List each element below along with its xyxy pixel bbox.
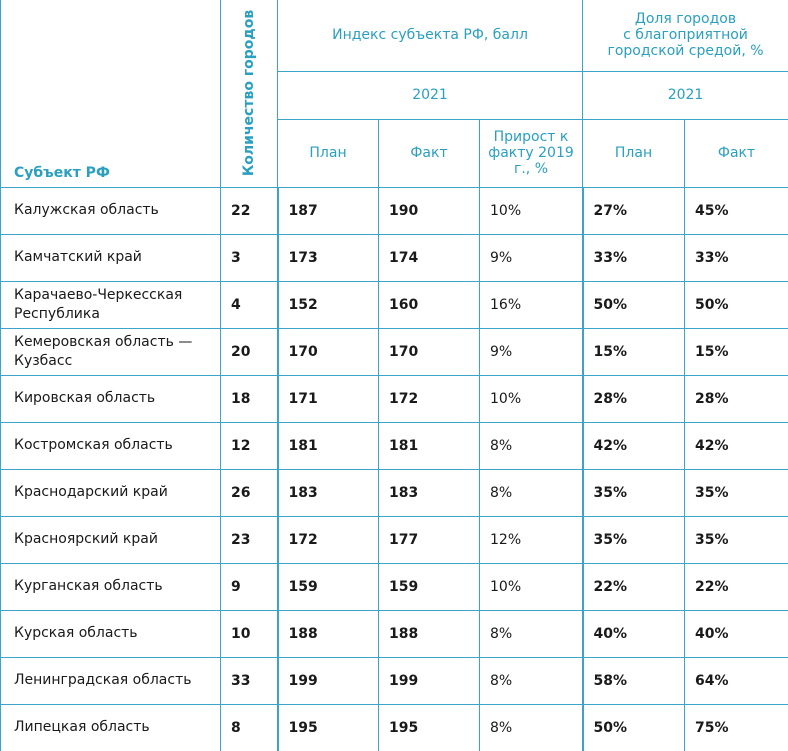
subject-name-line: Калужская область xyxy=(14,201,220,220)
growth-cell: 8% xyxy=(480,610,583,657)
header-share-group xyxy=(583,0,788,71)
header-growth xyxy=(480,119,583,187)
subject-name-cell xyxy=(1,234,221,281)
header-share-plan: План xyxy=(583,119,685,187)
subject-name-cell xyxy=(1,469,221,516)
table-row xyxy=(1,610,788,657)
index-plan-cell: 172 xyxy=(278,516,379,563)
table-row xyxy=(1,187,788,234)
index-fact-cell: 199 xyxy=(379,657,480,704)
index-fact-cell: 159 xyxy=(379,563,480,610)
share-fact-cell: 64% xyxy=(685,657,788,704)
city-count-cell: 8 xyxy=(221,704,278,751)
index-plan-cell: 152 xyxy=(278,281,379,328)
growth-cell: 8% xyxy=(480,469,583,516)
header-plan: План xyxy=(278,119,379,187)
index-fact-cell: 172 xyxy=(379,375,480,422)
header-share-line: с благоприятной xyxy=(583,27,788,43)
subject-name-line: Костромская область xyxy=(14,436,220,455)
header-fact: Факт xyxy=(379,119,480,187)
subject-name-cell xyxy=(1,610,221,657)
city-count-cell: 23 xyxy=(221,516,278,563)
header-subject xyxy=(1,0,221,187)
subject-name-line: Краснодарский край xyxy=(14,483,220,502)
city-count-cell: 22 xyxy=(221,187,278,234)
share-plan-cell: 42% xyxy=(583,422,685,469)
header-share-line: городской средой, % xyxy=(583,43,788,59)
growth-cell: 9% xyxy=(480,234,583,281)
index-plan-cell: 173 xyxy=(278,234,379,281)
subject-name-cell xyxy=(1,375,221,422)
index-fact-cell: 174 xyxy=(379,234,480,281)
subject-name-line: Ленинградская область xyxy=(14,671,220,690)
index-fact-cell: 160 xyxy=(379,281,480,328)
growth-cell: 8% xyxy=(480,422,583,469)
header-city-count xyxy=(221,0,278,187)
index-fact-cell: 183 xyxy=(379,469,480,516)
share-fact-cell: 22% xyxy=(685,563,788,610)
table-row xyxy=(1,234,788,281)
share-fact-cell: 35% xyxy=(685,516,788,563)
index-plan-cell: 170 xyxy=(278,328,379,375)
index-plan-cell: 195 xyxy=(278,704,379,751)
share-fact-cell: 28% xyxy=(685,375,788,422)
header-index-group: Индекс субъекта РФ, балл xyxy=(278,0,583,71)
subject-name-line: Липецкая область xyxy=(14,718,220,737)
table-body xyxy=(1,187,788,751)
share-fact-cell: 45% xyxy=(685,187,788,234)
table-row xyxy=(1,516,788,563)
share-plan-cell: 35% xyxy=(583,469,685,516)
header-subject-label: Субъект РФ xyxy=(14,165,110,181)
table-row xyxy=(1,281,788,328)
table-row xyxy=(1,657,788,704)
subject-name-line: Кемеровская область — xyxy=(14,333,220,352)
share-plan-cell: 22% xyxy=(583,563,685,610)
city-count-cell: 33 xyxy=(221,657,278,704)
city-count-cell: 20 xyxy=(221,328,278,375)
share-fact-cell: 50% xyxy=(685,281,788,328)
share-plan-cell: 27% xyxy=(583,187,685,234)
table-row xyxy=(1,422,788,469)
header-growth-line: г., % xyxy=(480,161,582,177)
index-fact-cell: 188 xyxy=(379,610,480,657)
header-year-index: 2021 xyxy=(278,71,583,119)
index-fact-cell: 170 xyxy=(379,328,480,375)
subject-name-cell xyxy=(1,422,221,469)
subject-name-line: Кузбасс xyxy=(14,352,220,371)
index-plan-cell: 159 xyxy=(278,563,379,610)
share-plan-cell: 40% xyxy=(583,610,685,657)
subject-name-line: Курская область xyxy=(14,624,220,643)
city-count-cell: 3 xyxy=(221,234,278,281)
index-plan-cell: 187 xyxy=(278,187,379,234)
subject-name-cell xyxy=(1,516,221,563)
index-plan-cell: 188 xyxy=(278,610,379,657)
subject-name-line: Карачаево-Черкесская xyxy=(14,286,220,305)
subject-name-line: Республика xyxy=(14,305,220,324)
city-count-cell: 26 xyxy=(221,469,278,516)
subject-name-cell xyxy=(1,704,221,751)
header-year-share: 2021 xyxy=(583,71,788,119)
subject-name-line: Камчатский край xyxy=(14,248,220,267)
share-fact-cell: 42% xyxy=(685,422,788,469)
growth-cell: 8% xyxy=(480,704,583,751)
share-fact-cell: 35% xyxy=(685,469,788,516)
share-plan-cell: 50% xyxy=(583,704,685,751)
share-fact-cell: 75% xyxy=(685,704,788,751)
index-fact-cell: 195 xyxy=(379,704,480,751)
index-plan-cell: 183 xyxy=(278,469,379,516)
city-count-cell: 9 xyxy=(221,563,278,610)
share-fact-cell: 15% xyxy=(685,328,788,375)
subject-name-cell xyxy=(1,563,221,610)
subject-name-cell xyxy=(1,328,221,375)
growth-cell: 10% xyxy=(480,563,583,610)
subject-name-cell xyxy=(1,281,221,328)
index-fact-cell: 177 xyxy=(379,516,480,563)
share-fact-cell: 40% xyxy=(685,610,788,657)
subject-name-line: Курганская область xyxy=(14,577,220,596)
city-count-cell: 18 xyxy=(221,375,278,422)
table-row xyxy=(1,704,788,751)
index-plan-cell: 171 xyxy=(278,375,379,422)
city-count-cell: 10 xyxy=(221,610,278,657)
table-row xyxy=(1,469,788,516)
city-count-cell: 4 xyxy=(221,281,278,328)
share-plan-cell: 28% xyxy=(583,375,685,422)
index-fact-cell: 190 xyxy=(379,187,480,234)
share-plan-cell: 33% xyxy=(583,234,685,281)
subject-name-cell xyxy=(1,657,221,704)
share-plan-cell: 58% xyxy=(583,657,685,704)
header-growth-line: факту 2019 xyxy=(480,145,582,161)
share-fact-cell: 33% xyxy=(685,234,788,281)
city-count-cell: 12 xyxy=(221,422,278,469)
subject-name-line: Кировская область xyxy=(14,389,220,408)
table-row xyxy=(1,375,788,422)
table-row xyxy=(1,328,788,375)
subject-name-line: Красноярский край xyxy=(14,530,220,549)
index-plan-cell: 199 xyxy=(278,657,379,704)
header-city-count-label: Количество городов xyxy=(241,10,257,176)
growth-cell: 16% xyxy=(480,281,583,328)
index-fact-cell: 181 xyxy=(379,422,480,469)
growth-cell: 9% xyxy=(480,328,583,375)
growth-cell: 8% xyxy=(480,657,583,704)
growth-cell: 10% xyxy=(480,375,583,422)
header-share-line: Доля городов xyxy=(583,11,788,27)
subject-name-cell xyxy=(1,187,221,234)
header-growth-line: Прирост к xyxy=(480,129,582,145)
table-row xyxy=(1,563,788,610)
share-plan-cell: 35% xyxy=(583,516,685,563)
index-plan-cell: 181 xyxy=(278,422,379,469)
header-share-fact: Факт xyxy=(685,119,788,187)
growth-cell: 10% xyxy=(480,187,583,234)
share-plan-cell: 50% xyxy=(583,281,685,328)
growth-cell: 12% xyxy=(480,516,583,563)
share-plan-cell: 15% xyxy=(583,328,685,375)
